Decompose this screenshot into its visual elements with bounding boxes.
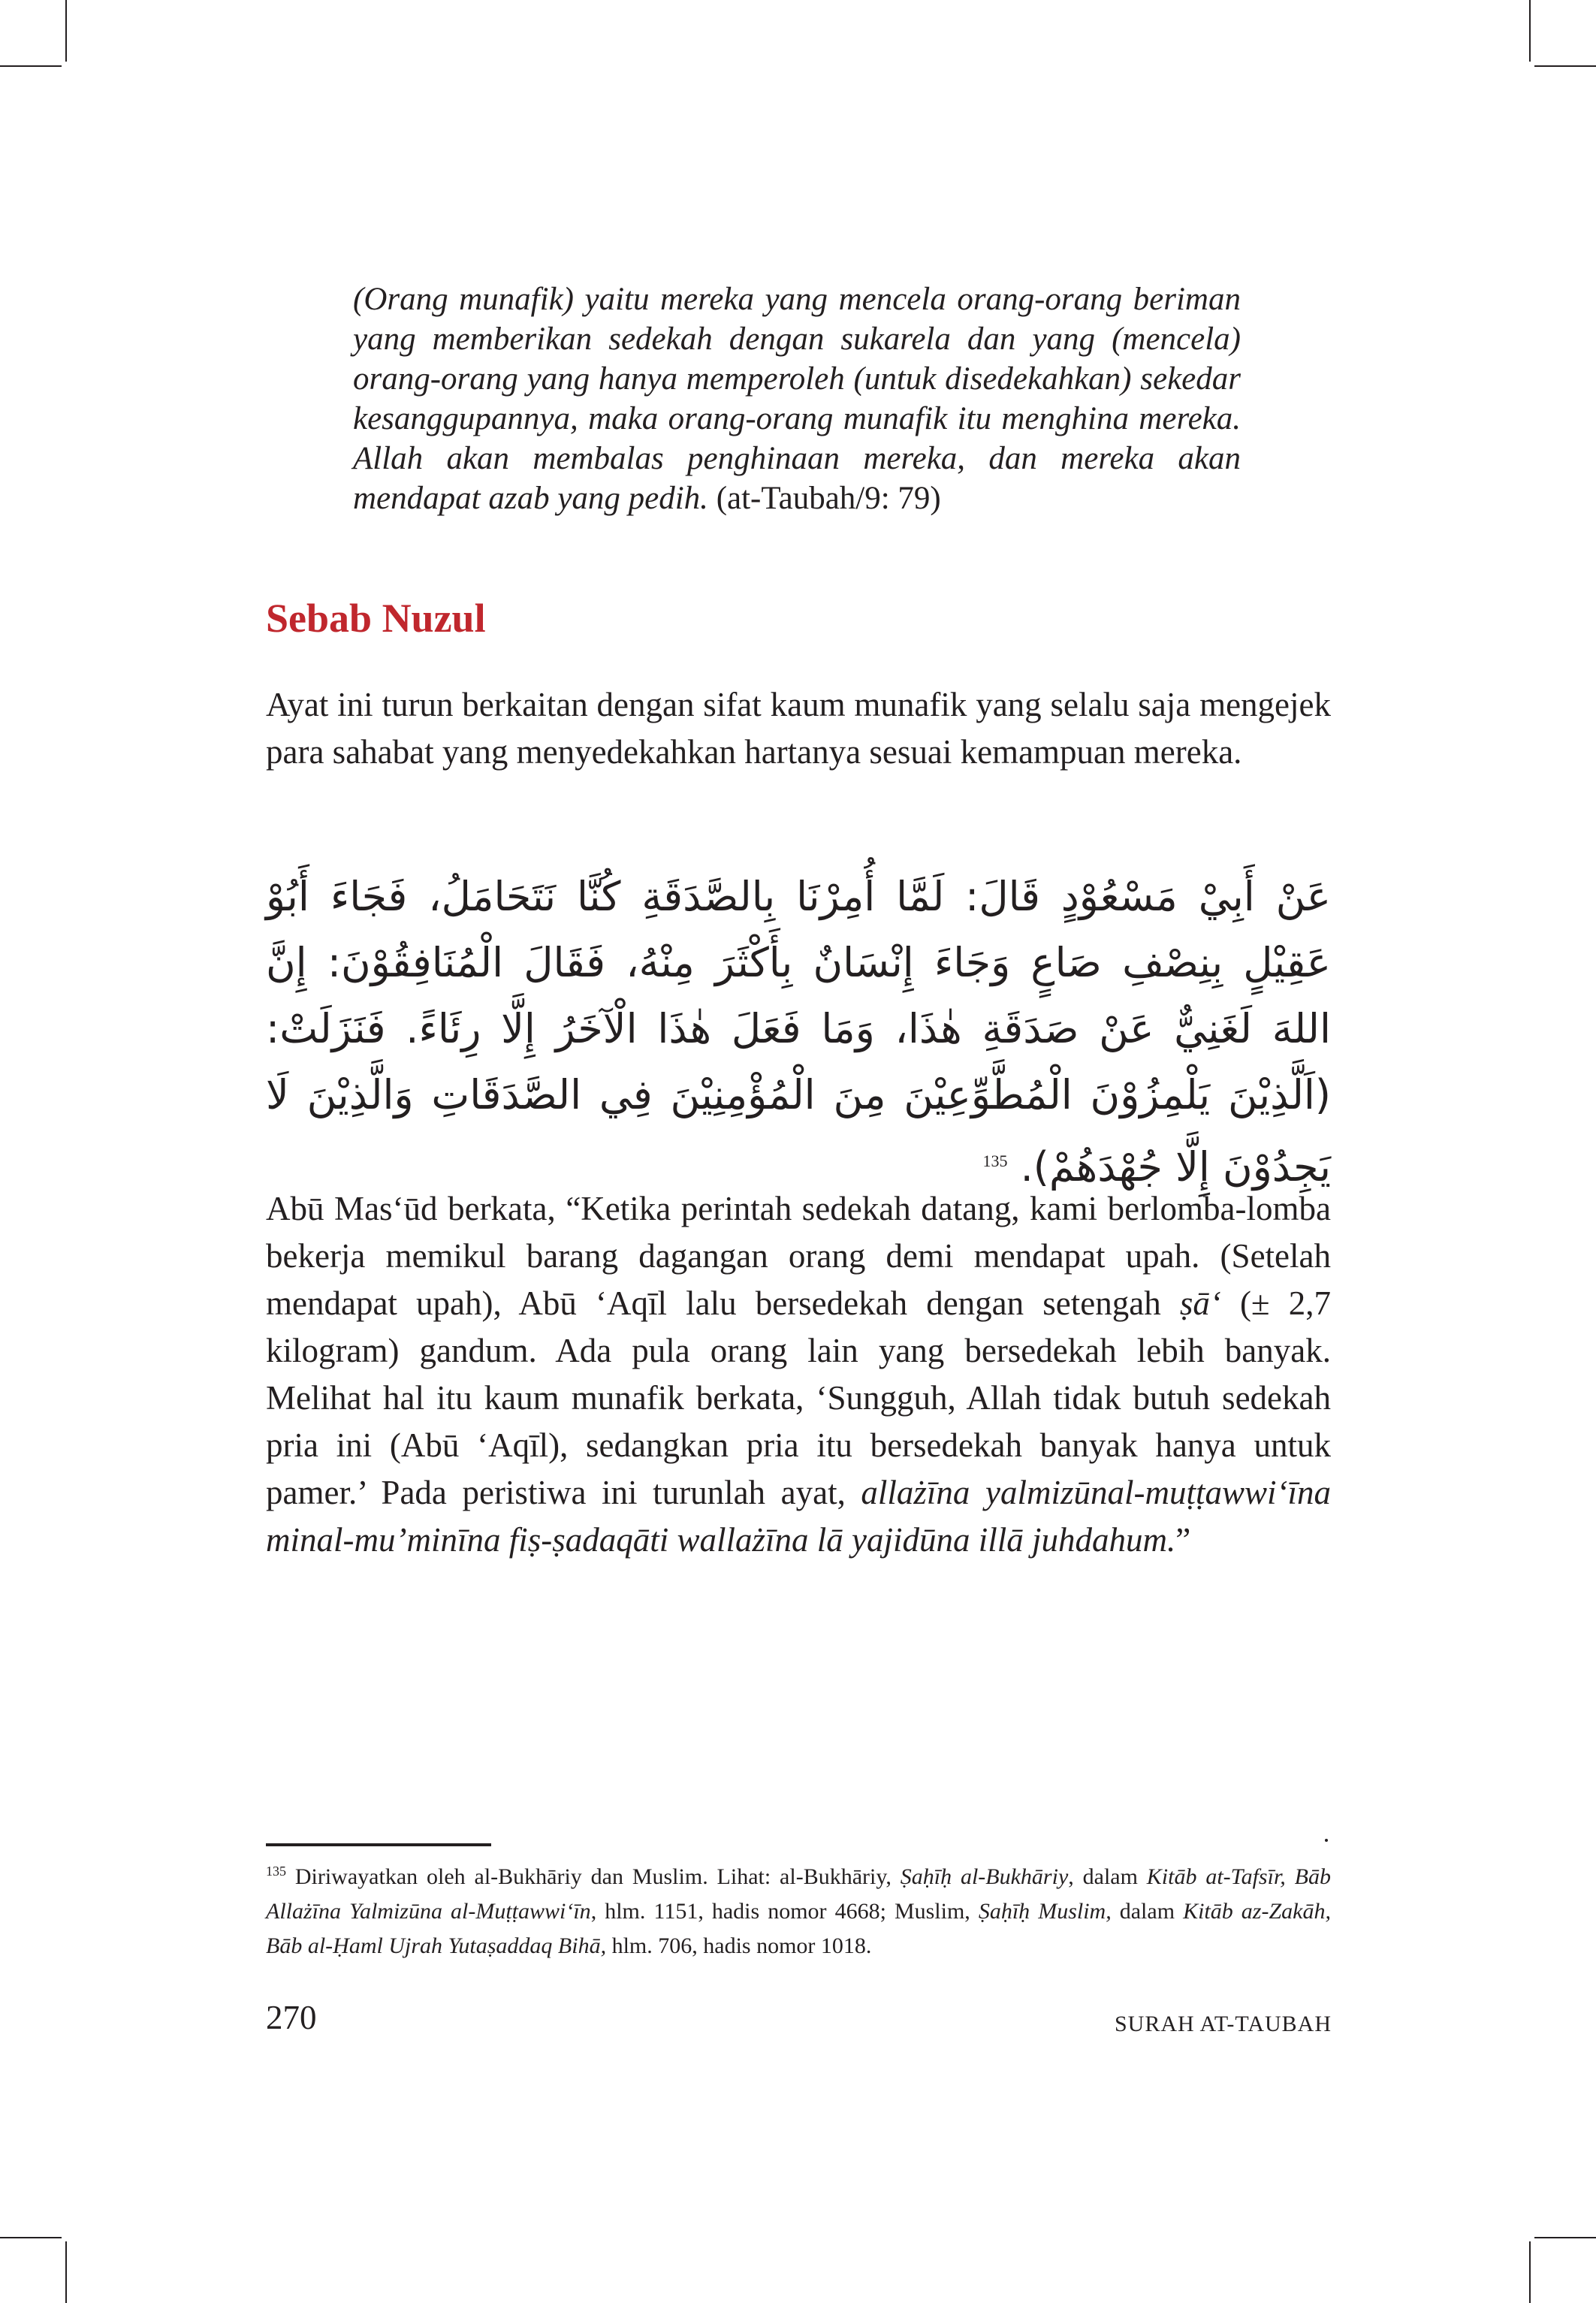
- footnote-dot: [1325, 1839, 1328, 1842]
- arabic-hadith-text: عَنْ أَبِيْ مَسْعُوْدٍ قَالَ: لَمَّا أُمِرْنَا بِالصَّدَقَةِ كُنَّا نَتَحَامَلُ، فَجَاءَ أَبُوْ عَقِيْلٍ بِنِصْفِ صَاعٍ وَجَاءَ إِنْسَانٌ بِأَكْثَرَ مِنْهُ، فَقَالَ الْمُنَافِقُوْنَ: إِنَّ اللهَ لَغَنِيٌّ عَنْ صَدَقَةِ هٰذَا، وَمَا فَعَلَ هٰذَا الْآخَرُ إِلَّا رِئَاءً. فَنَزَلَتْ: (اَلَّذِيْنَ يَلْمِزُوْنَ الْمُطَّوِّعِيْنَ مِنَ الْمُؤْمِنِيْنَ فِي الصَّدَقَاتِ وَالَّذِيْنَ لَا يَجِدُوْنَ إِلَّا جُهْدَهُمْ).: [266, 873, 1331, 1191]
- translation-closing-quote: ”: [1175, 1521, 1191, 1559]
- translation-sa-term: ṣā‘: [1179, 1284, 1221, 1322]
- translation-text-2: (± 2,7 kilogram) gandum. Ada pula orang lain yang bersedekah lebih banyak. Melihat hal itu kaum munafik berkata, ‘Sungguh, Allah tidak butuh sedekah pria ini (Abū ‘Aqīl), sedangkan pria itu bersedekah banyak hanya untuk pamer.’ Pada peristiwa ini turunlah ayat,: [266, 1284, 1331, 1511]
- crop-mark: [65, 2241, 67, 2303]
- footnote-divider: [266, 1843, 491, 1846]
- footnote-title-3: Ṣaḥīḥ Muslim,: [978, 1899, 1112, 1924]
- section-heading: Sebab Nuzul: [266, 596, 486, 641]
- crop-mark: [1529, 0, 1531, 62]
- footnote-title-4: Kitāb az-Zakāh, Bāb al-Ḥaml Ujrah Yutaṣaddaq Bihā,: [266, 1899, 1331, 1958]
- footnote-title-1: Ṣaḥīḥ al-Bukhāriy: [900, 1864, 1069, 1889]
- crop-mark: [0, 2237, 62, 2238]
- footnote: [266, 1854, 1331, 1963]
- crop-mark: [0, 65, 62, 67]
- footnote-marker: 135: [982, 1152, 1008, 1170]
- footnote-text-3: , hlm. 1151, hadis nomor 4668; Muslim,: [590, 1899, 979, 1924]
- running-head: SURAH AT-TAUBAH: [1114, 2012, 1332, 2036]
- quote-text: (Orang munafik) yaitu mereka yang mencela orang-orang beriman yang memberikan sedekah dengan sukarela dan yang (mencela) orang-orang yang hanya memperoleh (untuk disedekahkan) sekedar kesanggupannya, maka orang-orang munafik itu menghina mereka. Allah akan membalas penghinaan mereka, dan mereka akan mendapat azab yang pedih.: [353, 282, 1241, 516]
- footnote-number: 135: [266, 1864, 286, 1879]
- footnote-text-5: hlm. 706, hadis nomor 1018.: [606, 1933, 872, 1958]
- hadith-translation-paragraph: [266, 1185, 1331, 1564]
- footnote-text-1: Diriwayatkan oleh al-Bukhāriy dan Muslim. Lihat: al-Bukhāriy,: [286, 1864, 901, 1889]
- arabic-hadith: [266, 864, 1331, 1200]
- footnote-title-2: Kitāb at-Tafsīr, Bāb Allażīna Yalmizūna al-Muṭṭawwi‘īn: [266, 1864, 1331, 1924]
- page-number: 270: [266, 1999, 317, 2036]
- translation-text: Abū Mas‘ūd berkata, “Ketika perintah sedekah datang, kami berlomba-lomba bekerja memikul barang dagangan orang demi mendapat upah. (Setelah mendapat upah), Abū ‘Aqīl lalu bersedekah dengan setengah: [266, 1190, 1331, 1322]
- crop-mark: [1534, 65, 1596, 67]
- crop-mark: [1534, 2237, 1596, 2238]
- footnote-text-2: , dalam: [1068, 1864, 1147, 1889]
- quote-reference: (at-Taubah/9: 79): [716, 481, 941, 516]
- verse-translation-quote: [353, 279, 1241, 518]
- intro-paragraph: Ayat ini turun berkaitan dengan sifat kaum munafik yang selalu saja mengejek para sahabat yang menyedekahkan hartanya sesuai kemampuan mereka.: [266, 686, 1331, 771]
- verse-transliteration: allażīna yalmizūnal-muṭṭawwi‘īna minal-mu’minīna fiṣ-ṣadaqāti wallażīna lā yajidūna illā juhdahum.: [266, 1474, 1331, 1559]
- crop-mark: [65, 0, 67, 62]
- crop-mark: [1529, 2241, 1531, 2303]
- footnote-text-4: dalam: [1111, 1899, 1184, 1924]
